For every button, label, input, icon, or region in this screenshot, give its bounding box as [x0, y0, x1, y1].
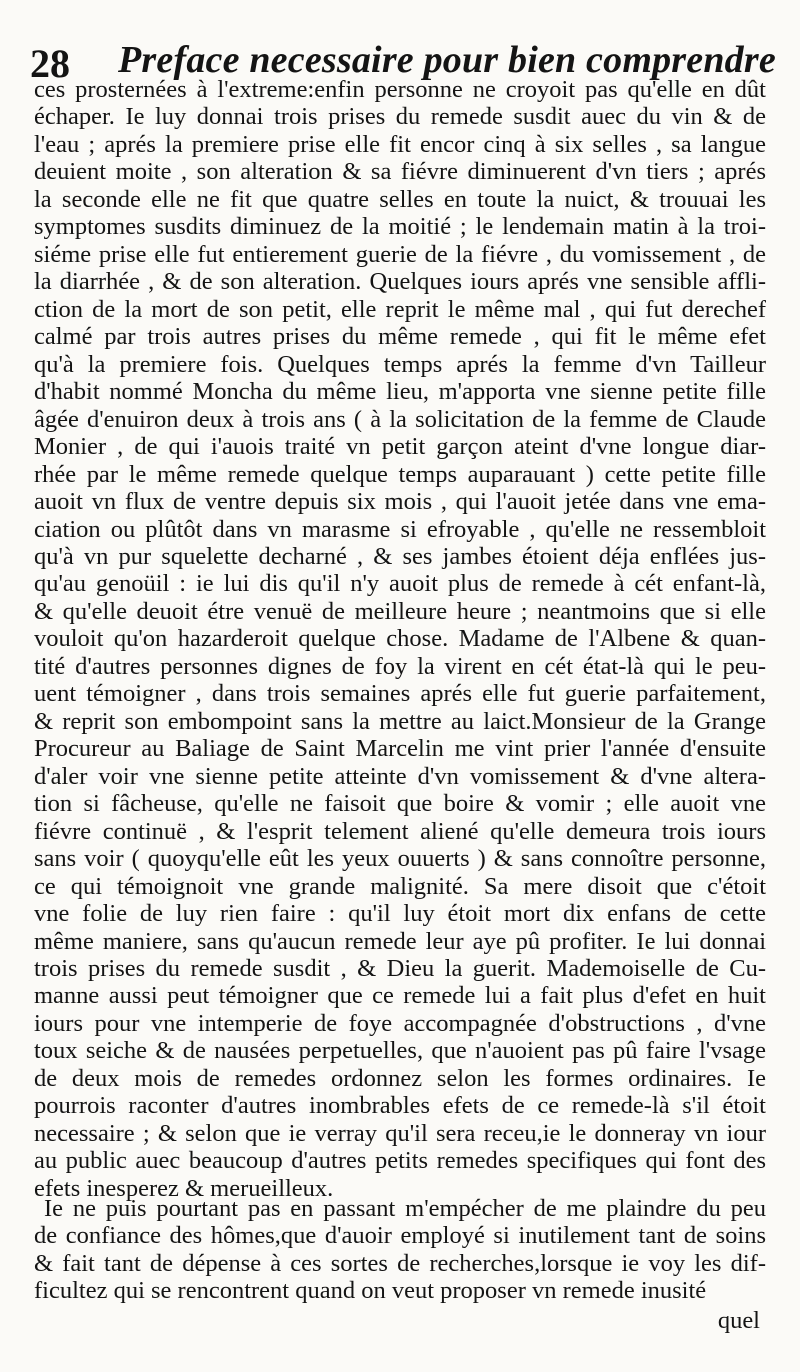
text-line: échaper. Ie luy donnai trois prises du remede susdit auec du vin & de [34, 103, 766, 131]
text-line: qu'à vn pur squelette decharné , & ses jambes étoient déja enflées jus- [34, 542, 766, 570]
text-line: vouloit qu'on hazarderoit quelque chose. Madame de l'Albene & quan- [34, 625, 766, 653]
text-line: la diarrhée , & de son alteration. Quelques iours aprés vne sensible affli- [34, 268, 766, 296]
text-line: sans voir ( quoyqu'elle eût les yeux ouuerts ) & sans connoître personne, [34, 845, 766, 873]
text-line: pourrois raconter d'autres inombrables efets de ce remede-là s'il étoit [34, 1092, 766, 1120]
text-line: de confiance des hômes,que d'auoir employé si inutilement tant de soins [34, 1222, 766, 1250]
text-line: tité d'autres personnes dignes de foy la virent en cét état-là qui le peu- [34, 652, 766, 680]
page-number: 28 [30, 41, 70, 86]
text-line: ction de la mort de son petit, elle reprit le même mal , qui fut derechef [34, 295, 766, 323]
text-line: Monier , de qui i'auois traité vn petit garçon ateint d'vne longue diar- [34, 433, 766, 461]
text-line: au public auec beaucoup d'autres petits remedes specifiques qui font des [34, 1147, 766, 1175]
running-title: Preface necessaire pour bien comprendre [118, 39, 776, 81]
text-line: la seconde elle ne fit que quatre selles en toute la nuict, & trouuai les [34, 185, 766, 213]
text-line: de deux mois de remedes ordonnez selon les formes ordinaires. Ie [34, 1064, 766, 1092]
text-line: iours pour vne intemperie de foye accompagnée d'obstructions , d'vne [34, 1009, 766, 1037]
text-line: ce qui témoignoit vne grande malignité. Sa mere disoit que c'étoit [34, 872, 766, 900]
text-line: deuient moite , son alteration & sa fiévre diminuerent d'vn tiers ; aprés [34, 158, 766, 186]
text-line: manne aussi peut témoigner que ce remede lui a fait plus d'efet en huit [34, 982, 766, 1010]
text-line: efets inesperez & merueilleux. [34, 1174, 334, 1202]
text-line: & fait tant de dépense à ces sortes de recherches,lorsque ie voy les dif- [34, 1249, 766, 1277]
text-line: auoit vn flux de ventre depuis six mois , qui l'auoit jetée dans vne ema- [34, 488, 766, 516]
text-line: même maniere, sans qu'aucun remede leur aye pû profiter. Ie lui donnai [34, 927, 766, 955]
text-line: fiévre continuë , & l'esprit telement aliené qu'elle demeura trois iours [34, 817, 766, 845]
text-line: Procureur au Baliage de Saint Marcelin me vint prier l'année d'ensuite [34, 735, 766, 763]
text-line: trois prises du remede susdit , & Dieu la guerit. Mademoiselle de Cu- [34, 955, 766, 982]
text-line: tion si fâcheuse, qu'elle ne faisoit que boire & vomir ; elle auoit vne [34, 790, 766, 818]
text-line: & qu'elle deuoit étre venuë de meilleure heure ; neantmoins que si elle [34, 597, 766, 625]
text-line: calmé par trois autres prises du même remede , qui fit le même efet [34, 323, 766, 351]
text-line: Ie ne puis pourtant pas en passant m'empécher de me plaindre du peu [44, 1195, 766, 1222]
catchword: quel [717, 1307, 760, 1334]
text-line: toux seiche & de nausées perpetuelles, que n'auoient pas pû faire l'vsage [34, 1037, 766, 1065]
text-line: d'habit nommé Moncha du même lieu, m'apporta vne sienne petite fille [34, 378, 766, 406]
text-line: vne folie de luy rien faire : qu'il luy étoit mort dix enfans de cette [34, 900, 766, 928]
text-line: rhée par le même remede quelque temps auparauant ) cette petite fille [34, 460, 766, 488]
text-line: qu'au genoüil : ie lui dis qu'il n'y auoit plus de remede à cét enfant-là, [34, 570, 766, 598]
text-line: d'aler voir vne sienne petite atteinte d'vn vomissement & d'vne altera- [34, 762, 766, 790]
paragraph-2 [34, 1195, 766, 1305]
text-line: ces prosternées à l'extreme:enfin personne ne croyoit pas qu'elle en dût [34, 76, 766, 103]
paragraph-1 [34, 76, 766, 1202]
text-line: uent témoigner , dans trois semaines aprés elle fut guerie parfaitement, [34, 680, 766, 708]
text-line: necessaire ; & selon que ie verray qu'il sera receu,ie le donneray vn iour [34, 1119, 766, 1147]
text-line: ficultez qui se rencontrent quand on veut proposer vn remede inusité [34, 1277, 707, 1305]
text-line: âgée d'enuiron deux à trois ans ( à la solicitation de la femme de Claude [34, 405, 766, 433]
text-line: siéme prise elle fut entierement guerie de la fiévre , du vomissement , de [34, 240, 766, 268]
text-line: symptomes susdits diminuez de la moitié ; le lendemain matin à la troi- [34, 213, 766, 241]
text-line: ciation ou plûtôt dans vn marasme si efroyable , qu'elle ne ressembloit [34, 515, 766, 543]
text-line: qu'à la premiere fois. Quelques temps aprés la femme d'vn Tailleur [34, 350, 766, 378]
text-line: l'eau ; aprés la premiere prise elle fit encor cinq à six selles , sa langue [34, 130, 766, 158]
text-line: & reprit son embompoint sans la mettre au laict.Monsieur de la Grange [34, 707, 766, 735]
